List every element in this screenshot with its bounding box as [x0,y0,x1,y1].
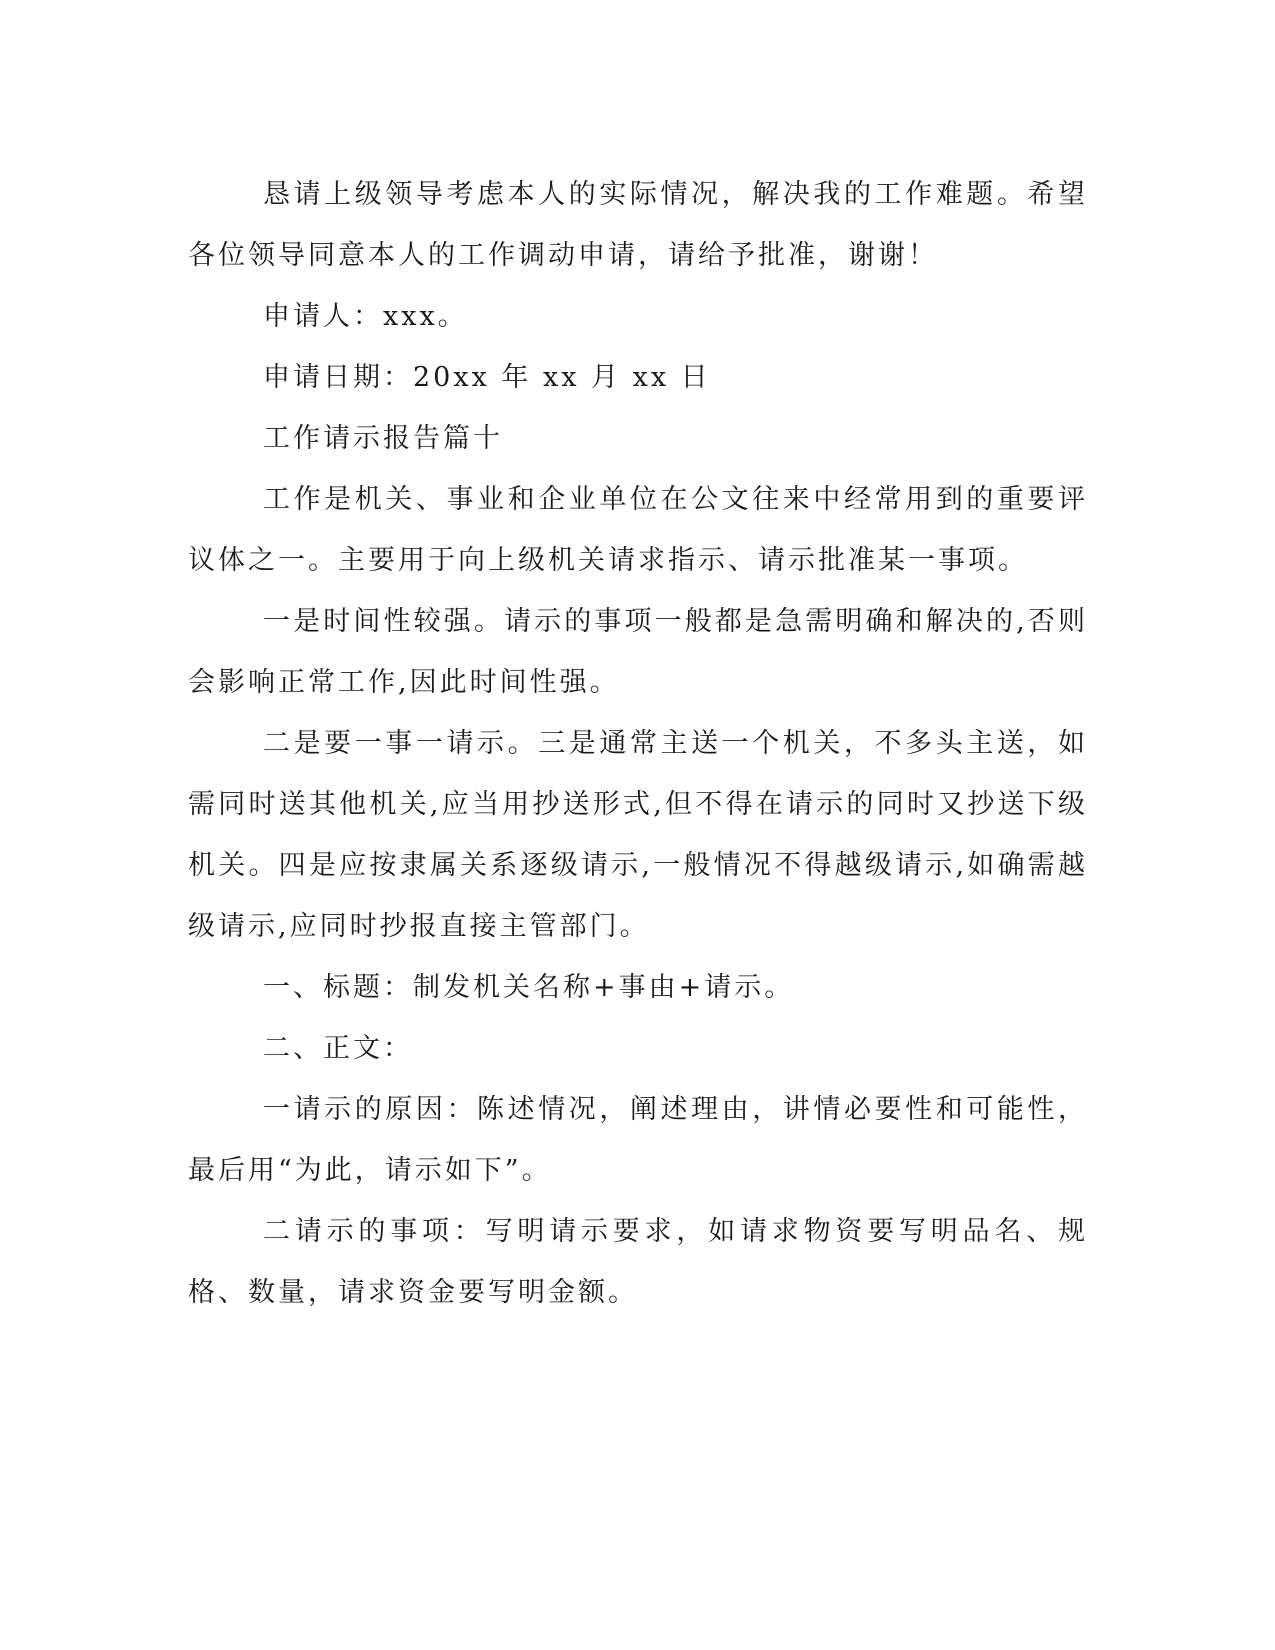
paragraph-point-one: 一是时间性较强。请示的事项一般都是急需明确和解决的,否则会影响正常工作,因此时间性强。 [188,606,1088,698]
paragraph-point-two: 二是要一事一请示。三是通常主送一个机关，不多头主送，如需同时送其他机关,应当用抄送形式,但不得在请示的同时又抄送下级机关。四是应按隶属关系逐级请示,一般情况不得越级请示,如确需越级请示,应同时抄报直接主管部门。 [188,728,1088,942]
document-body [188,164,1088,1323]
paragraph-application-date: 申请日期：20xx 年 xx 月 xx 日 [263,362,711,393]
paragraph-matters: 二请示的事项：写明请示要求，如请求物资要写明品名、规格、数量，请求资金要写明金额。 [188,1216,1088,1308]
paragraph-heading-title: 一、标题：制发机关名称+事由+请示。 [263,972,795,1003]
paragraph-heading-body: 二、正文： [263,1033,413,1064]
paragraph-applicant: 申请人：xxx。 [263,301,468,332]
paragraph-intro: 工作是机关、事业和企业单位在公文往来中经常用到的重要评议体之一。主要用于向上级机关请求指示、请示批准某一事项。 [188,484,1088,576]
paragraph-reason: 一请示的原因：陈述情况，阐述理由，讲情必要性和可能性，最后用“为此，请示如下”。 [188,1094,1088,1186]
paragraph-request-approval: 恳请上级领导考虑本人的实际情况，解决我的工作难题。希望各位领导同意本人的工作调动申请，请给予批准，谢谢！ [188,179,1088,271]
section-title: 工作请示报告篇十 [263,423,503,454]
